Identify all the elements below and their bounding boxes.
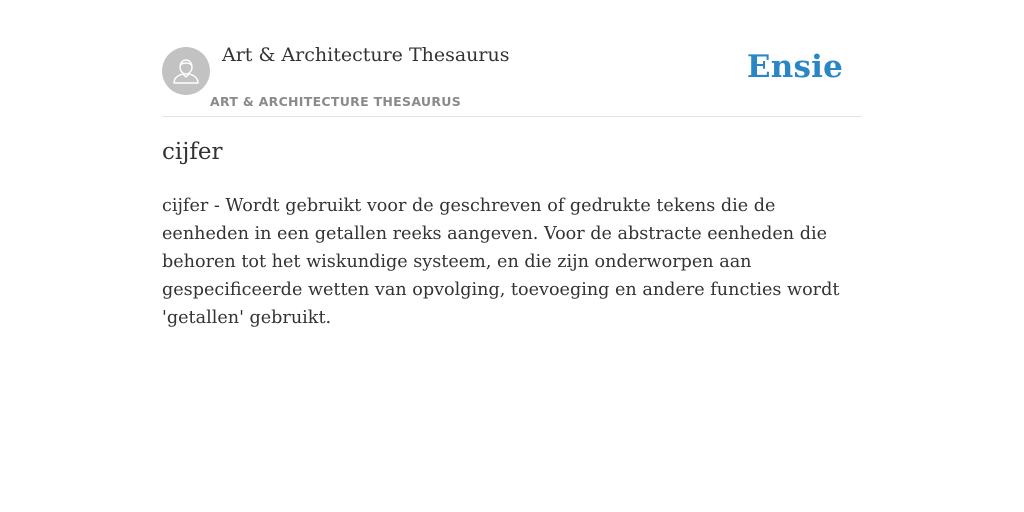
- entry-term: cijfer: [162, 139, 223, 165]
- entry-header: [162, 0, 862, 117]
- user-silhouette-icon: [162, 47, 210, 95]
- entry-definition: cijfer - Wordt gebruikt voor de geschreven of gedrukte tekens die de eenheden in een getallen reeks aangeven. Voor de abstracte eenheden die behoren tot het wiskundige systeem, en die zijn onderworpen aan gespecificeerde wetten van opvolging, toevoeging en andere functies wordt 'getallen' gebruikt.: [162, 196, 840, 328]
- author-name[interactable]: Art & Architecture Thesaurus: [222, 44, 510, 66]
- entry-card: [162, 0, 862, 328]
- brand-logo[interactable]: Ensie: [746, 49, 843, 85]
- avatar[interactable]: [162, 47, 210, 95]
- author-subtitle: ART & ARCHITECTURE THESAURUS: [210, 94, 462, 109]
